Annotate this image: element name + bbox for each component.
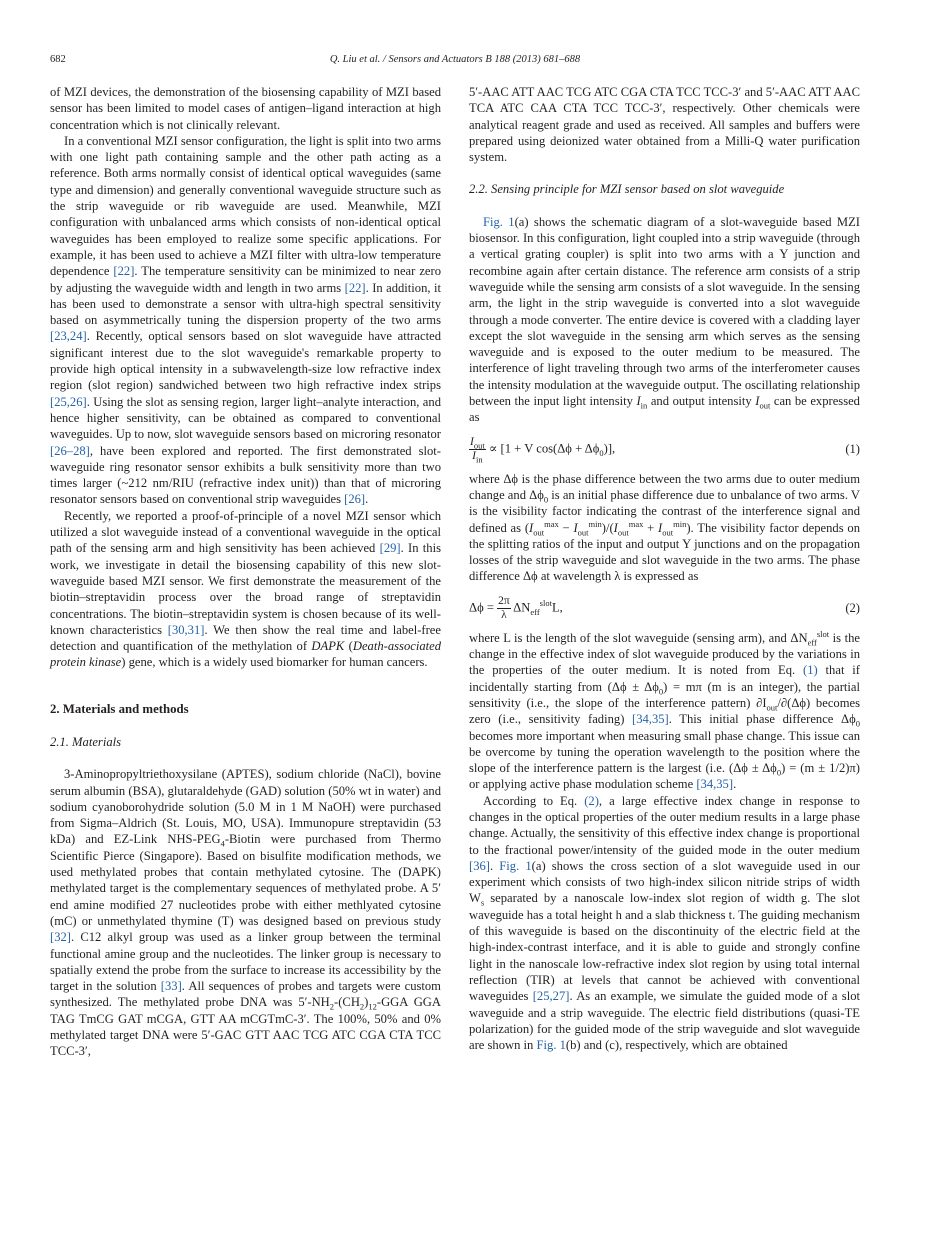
fraction: $\frac{2\pi}{\lambda}$	[498, 594, 510, 621]
subsection-heading: 2.1. Materials	[50, 734, 122, 749]
paragraph: 5′-AAC ATT AAC TCG ATC CGA CTA TCC TCC-3′ and 5′-AAC ATT AAC TCA ATC CAA CTA TCC TCC-3′, respectively. Other chemicals were analytical reagent grade and used as received. All samples and buffers were prepared using deionized water obtained from a Milli-Q water purification system.	[469, 85, 860, 165]
citation-link[interactable]: [34,35]	[696, 777, 734, 792]
citation-link[interactable]: [29]	[379, 541, 401, 556]
equation-link[interactable]: (1)	[803, 663, 818, 678]
paragraph: Fig. 1(a) shows the schematic diagram of a slot-waveguide based MZI biosensor. In this configuration, light coupled into a strip waveguide (through a vertical grating coupler) is split into two arms with a Y junction and recombine again after certain distance. The reference arm consists of a strip waveguide while the sensing arm consists of a slot waveguide. In the sensing arm, the light in the strip waveguide is converted into a slot waveguide through a mode converter. The entire device is covered with a cladding layer except the slot waveguide in the sensing arm which serves as the sensing waveguide and is exposed to the outer medium to be measured. The interference of light traveling through two arms of the interferometer causes the intensity modulation at the waveguide output. The oscillating relationship between the input light intensity $I_{in}$ and output intensity $I_{out}$ can be expressed as	[469, 214, 860, 425]
left-column	[50, 84, 441, 1060]
paragraph: of MZI devices, the demonstration of the biosensing capability of MZI based sensor has been limited to model cases of antigen–ligand interaction at high concentration which is not clinically relevant.	[50, 85, 441, 132]
citation-link[interactable]: [25,26]	[50, 394, 87, 409]
citation-link[interactable]: [32]	[50, 930, 71, 945]
citation-link[interactable]: [25,27]	[532, 989, 570, 1004]
equation-2: Δϕ = $\frac{2\pi}{\lambda}$ $\Delta N_{eff}^{slot}L$, (2)	[469, 594, 860, 621]
right-column	[469, 84, 860, 1053]
equation-link[interactable]: (2)	[584, 793, 599, 808]
page-number: 682	[50, 54, 66, 65]
citation-link[interactable]: [36]	[469, 858, 490, 873]
figure-link[interactable]: Fig. 1	[499, 858, 532, 873]
paragraph: where L is the length of the slot waveguide (sensing arm), and $\Delta N_{eff}^{slot}$ is the change in the effective index of slot waveguide produced by the variations in the properties of the outer medium. It is noted from Eq. (1) that if incidentally starting from $(\Delta\phi \pm \Delta\phi_0) = m\pi$ (m is an integer), the partial sensitivity (i.e., the slope of the interference pattern) $\partial I_{out}/\partial(\Delta\phi)$ becomes zero (i.e., sensitivity fading) [34,35]. This initial phase difference $\Delta\phi_0$ becomes more important when measuring small phase change. This issue can be overcome by tuning the operation wavelength to the position where the slope of the interference pattern is the largest (i.e. $(\Delta\phi \pm \Delta\phi_0) = (m \pm 1/2)\pi$) or applying active phase modulation scheme [34,35].	[469, 628, 860, 792]
citation-link[interactable]: [34,35]	[632, 712, 669, 727]
running-title: Q. Liu et al. / Sensors and Actuators B 188 (2013) 681–688	[329, 54, 581, 65]
paragraph: 3-Aminopropyltriethoxysilane (APTES), sodium chloride (NaCl), bovine serum albumin (BSA), glutaraldehyde (GAD) solution (50% wt in water) and sodium cyanoborohydride solution (5.0 M in 1 M NaOH) were purchased from Sigma–Aldrich (St. Louis, MO, USA). Immunopure streptavidin (53 kDa) and EZ-Link NHS-$PEG_4$-Biotin were purchased from Thermo Scientific Pierce (Singapore). Based on bisulfite modification methods, we used methylated probes that contain methylated cytosine. The (DAPK) methylated target is the complementary sequences of methylated probe. A 5′ end amine modified 27 nucleotides probe with either methlyated cytosine (mC) or unmethylated thymine (T) was designed based on previous study [32]. C12 alkyl group was used as a linker group between the terminal functional amine group and the nucleotides. The linker group is necessary to spatially extend the probe from the surface to increase its accessibility by the target in the solution [33]. All sequences of probes and targets were custom synthesized. The methylated probe DNA was $5'-NH_2-(CH_2)_{12}$-GGA GGA TAG TmCG GAT mCGA, GTT AA mCGTmC-3′. The 100%, 50% and 0% methylated target DNA were 5′-GAC GTT AAC TCG ATC CGA CTA TCC TCC-3′,	[50, 767, 441, 1059]
section-heading: 2. Materials and methods	[50, 701, 189, 716]
equation-number: (1)	[845, 441, 860, 456]
citation-link[interactable]: [23,24]	[50, 329, 87, 344]
citation-link[interactable]: [26–28]	[50, 443, 90, 458]
paragraph: According to Eq. (2), a large effective index change in response to changes in the optical properties of the outer medium results in a large phase change. Actually, the sensitivity of this effective index change is proportional to the fractional power/intensity of the guided mode in the outer medium [36]. Fig. 1(a) shows the cross section of a slot waveguide used in our experiment which consists of two high-index silicon nitride strips of width $W_s$ separated by a nanoscale low-index slot region of width g. The slot waveguide has a total height h and a slab thickness t. The guiding mechanism of this waveguide is based on the discontinuity of the electric field at the high-index-contrast interface, and it is able to guide and strongly confine light in the nanoscale low-refractive index slot region by using total internal reflection (TIR) at levels that cannot be achieved with conventional waveguides [25,27]. As an example, we simulate the guided mode of a slot waveguide and a strip waveguide. The electric field distributions (quasi-TE polarization) for the guided mode of the strip waveguide and slot waveguide are shown in Fig. 1(b) and (c), respectively, which are obtained	[469, 793, 860, 1053]
citation-link[interactable]: [30,31]	[167, 622, 205, 637]
figure-link[interactable]: Fig. 1	[536, 1038, 566, 1053]
equation-number: (2)	[845, 601, 860, 616]
paragraph: where Δϕ is the phase difference between the two arms due to outer medium change and $\Delta\phi_0$ is an initial phase difference due to unbalance of two arms. V is the visibility factor indicating the contrast of the interference signal and defined as $(I_{out}^{max} - I_{out}^{min})/(I_{out}^{max} + I_{out}^{min})$. The visibility factor depends on the splitting ratios of the input and output Y junctions and on the propagation losses of the strip waveguide and slot waveguide in the two arms. The phase difference Δϕ at wavelength λ is expressed as	[469, 471, 861, 584]
paragraph: In a conventional MZI sensor configuration, the light is split into two arms with one light path containing sample and the other path acting as a reference. Both arms normally consist of identical optical waveguides (same type and dimension) and generally conventional waveguide structure such as the strip waveguide or rib waveguide are used. Meanwhile, MZI configuration with unbalanced arms which consists of non-identical optical waveguides has been employed to realize some specific applications. For example, it has been used to achieve a MZI filter with ultra-low temperature dependence [22]. The temperature sensitivity can be minimized to near zero by adjusting the waveguide width and length in two arms [22]. In addition, it has been used to demonstrate a sensor with ultra-high spectral sensitivity based on asymmetrically tuning the dispersion property of the two arms [23,24]. Recently, optical sensors based on slot waveguide have attracted significant interest due to the slot waveguide's remarkable property to provide high optical intensity in a subwavelength-size low refractive index region (slot region) sandwiched between two high refractive index strips [25,26]. Using the slot as sensing region, larger light–analyte interaction, and hence higher sensitivity, can be obtained as compared to conventional waveguides. Up to now, slot waveguide sensors based on microring resonator [26–28], have been explored and reported. The first demonstrated slot-waveguide ring resonator sensor exhibits a bulk sensitivity more than two times larger (~212 nm/RIU (refractive index unit)) than that of microring resonator sensors based on conventional strip waveguides [26].	[50, 133, 441, 507]
figure-link[interactable]: Fig. 1	[483, 214, 515, 229]
citation-link[interactable]: [26]	[344, 492, 366, 507]
page-header	[50, 54, 860, 70]
equation-1: $\frac{I_{out}}{I_{in}}$ ∝ [1 + V $\cos(\Delta\phi + \Delta\phi_0)$], (1)	[470, 435, 860, 464]
paragraph: Recently, we reported a proof-of-principle of a novel MZI sensor which utilized a slot waveguide instead of a conventional waveguide in the optical path of the sensing arm and high sensitivity has been achieved [29]. In this work, we investigate in detail the biosensing capability of this new slot-waveguide based MZI sensor. We first demonstrate the measurement of the biotin–streptavidin process over the broad range of streptavidin concentrations. The biotin–streptavidin system is chosen because of its well-known characteristics [30,31]. We then show the real time and label-free detection and quantification of the methylation of DAPK (Death-associated protein kinase) gene, which is a widely used biomarker for human cancers.	[50, 508, 442, 670]
citation-link[interactable]: [22]	[113, 264, 135, 279]
subsection-heading: 2.2. Sensing principle for MZI sensor based on slot waveguide	[469, 182, 785, 197]
citation-link[interactable]: [22]	[344, 280, 366, 295]
citation-link[interactable]: [33]	[160, 979, 182, 994]
fraction: $\frac{I_{out}}{I_{in}}$	[470, 435, 485, 464]
